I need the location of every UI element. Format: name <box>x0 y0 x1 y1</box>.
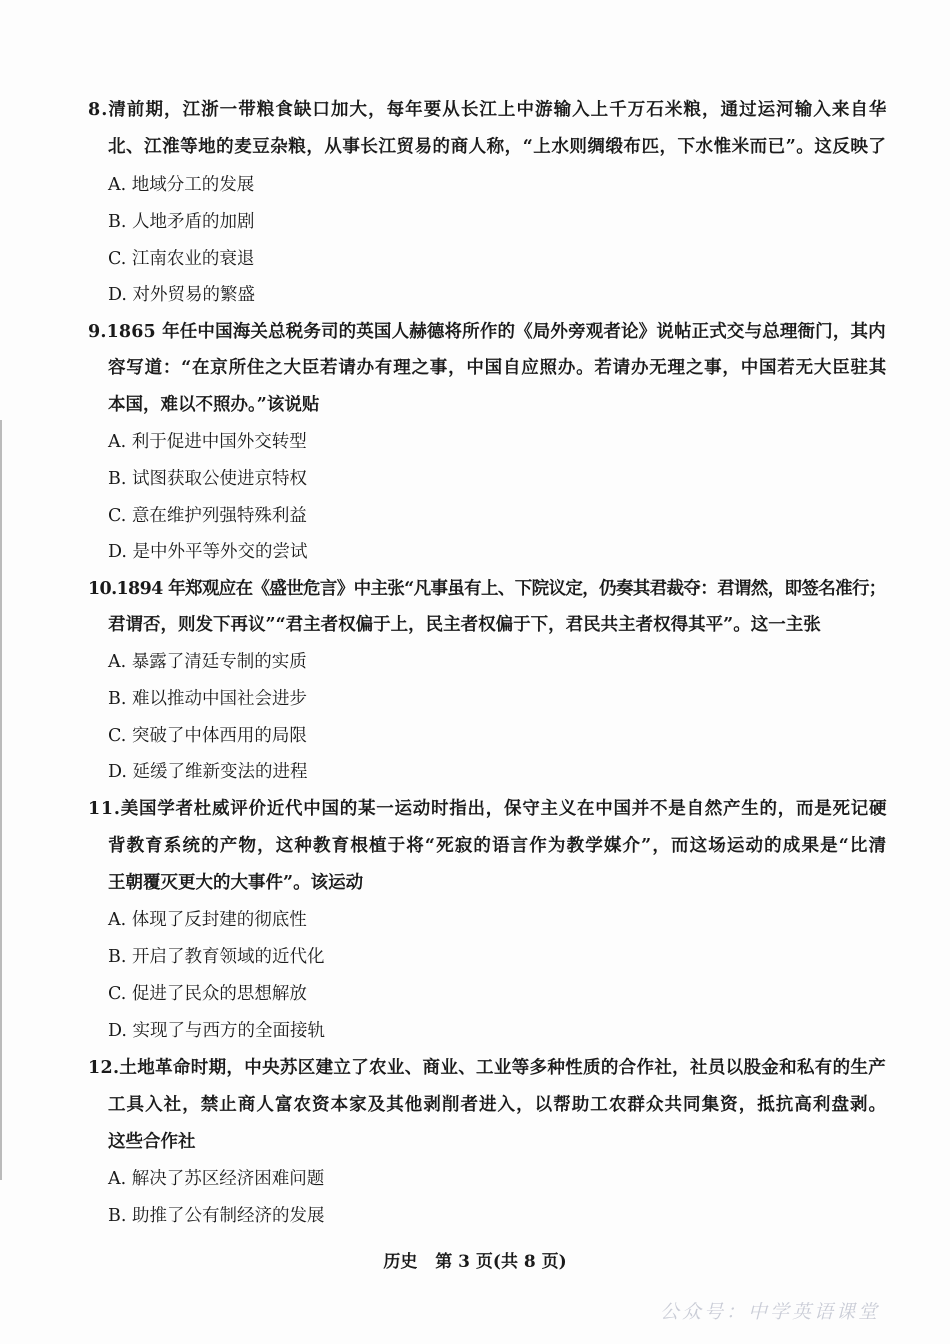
option-c: C. 突破了中体西用的局限 <box>108 726 307 746</box>
question-stem: 本国，难以不照办。”该说贴 <box>108 395 320 415</box>
watermark: 公众号：中学英语课堂 <box>660 1301 881 1323</box>
option-c: C. 江南农业的衰退 <box>108 249 255 269</box>
question-stem: 12.土地革命时期，中央苏区建立了农业、商业、工业等多种性质的合作社，社员以股金和私有的生产 <box>88 1058 887 1078</box>
page-footer <box>0 1247 950 1272</box>
question-stem: 这些合作社 <box>108 1132 196 1152</box>
question-stem: 君谓否，则发下再议”“君主者权偏于上，民主者权偏于下，君民共主者权得其平”。这一主张 <box>108 615 821 635</box>
question-stem: 背教育系统的产物，这种教育根植于将“死寂的语言作为教学媒介”，而这场运动的成果是“比清 <box>108 836 888 856</box>
question-stem: 工具入社，禁止商人富农资本家及其他剥削者进入，以帮助工农群众共同集资，抵抗高利盘剥。 <box>108 1095 888 1115</box>
question-stem: 北、江淮等地的麦豆杂粮，从事长江贸易的商人称，“上水则绸缎布匹，下水惟米而已”。这反映了 <box>108 137 887 157</box>
option-c: C. 促进了民众的思想解放 <box>108 984 307 1004</box>
option-a: A. 利于促进中国外交转型 <box>108 432 307 452</box>
option-b: B. 助推了公有制经济的发展 <box>108 1206 325 1226</box>
question-stem: 10.1894 年郑观应在《盛世危言》中主张“凡事虽有上、下院议定，仍奏其君裁夺：君谓然，即签名准行； <box>88 579 886 599</box>
option-c: C. 意在维护列强特殊利益 <box>108 506 307 526</box>
option-d: D. 是中外平等外交的尝试 <box>108 542 308 562</box>
option-d: D. 实现了与西方的全面接轨 <box>108 1021 326 1041</box>
option-b: B. 人地矛盾的加剧 <box>108 212 255 232</box>
option-a: A. 地域分工的发展 <box>108 175 255 195</box>
option-a: A. 体现了反封建的彻底性 <box>108 910 307 930</box>
option-d: D. 对外贸易的繁盛 <box>108 285 256 305</box>
subject-label: 历史 <box>383 1252 418 1272</box>
option-d: D. 延缓了维新变法的进程 <box>108 762 308 782</box>
page-number: 第 3 页(共 8 页) <box>435 1252 567 1272</box>
question-stem: 王朝覆灭更大的大事件”。该运动 <box>108 873 364 893</box>
question-stem: 9.1865 年任中国海关总税务司的英国人赫德将所作的《局外旁观者论》说帖正式交与总理衙门，其内 <box>88 322 886 342</box>
question-stem: 8.清前期，江浙一带粮食缺口加大，每年要从长江上中游输入上千万石米粮，通过运河输入来自华 <box>88 100 888 120</box>
scan-edge <box>0 420 2 1180</box>
question-stem: 11.美国学者杜威评价近代中国的某一运动时指出，保守主义在中国并不是自然产生的，而是死记硬 <box>88 799 888 819</box>
option-a: A. 解决了苏区经济困难问题 <box>108 1169 325 1189</box>
option-b: B. 试图获取公使进京特权 <box>108 469 307 489</box>
option-b: B. 开启了教育领域的近代化 <box>108 947 325 967</box>
question-stem: 容写道：“在京所住之大臣若请办有理之事，中国自应照办。若请办无理之事，中国若无大臣驻其 <box>108 358 888 378</box>
option-b: B. 难以推动中国社会进步 <box>108 689 307 709</box>
option-a: A. 暴露了清廷专制的实质 <box>108 652 307 672</box>
